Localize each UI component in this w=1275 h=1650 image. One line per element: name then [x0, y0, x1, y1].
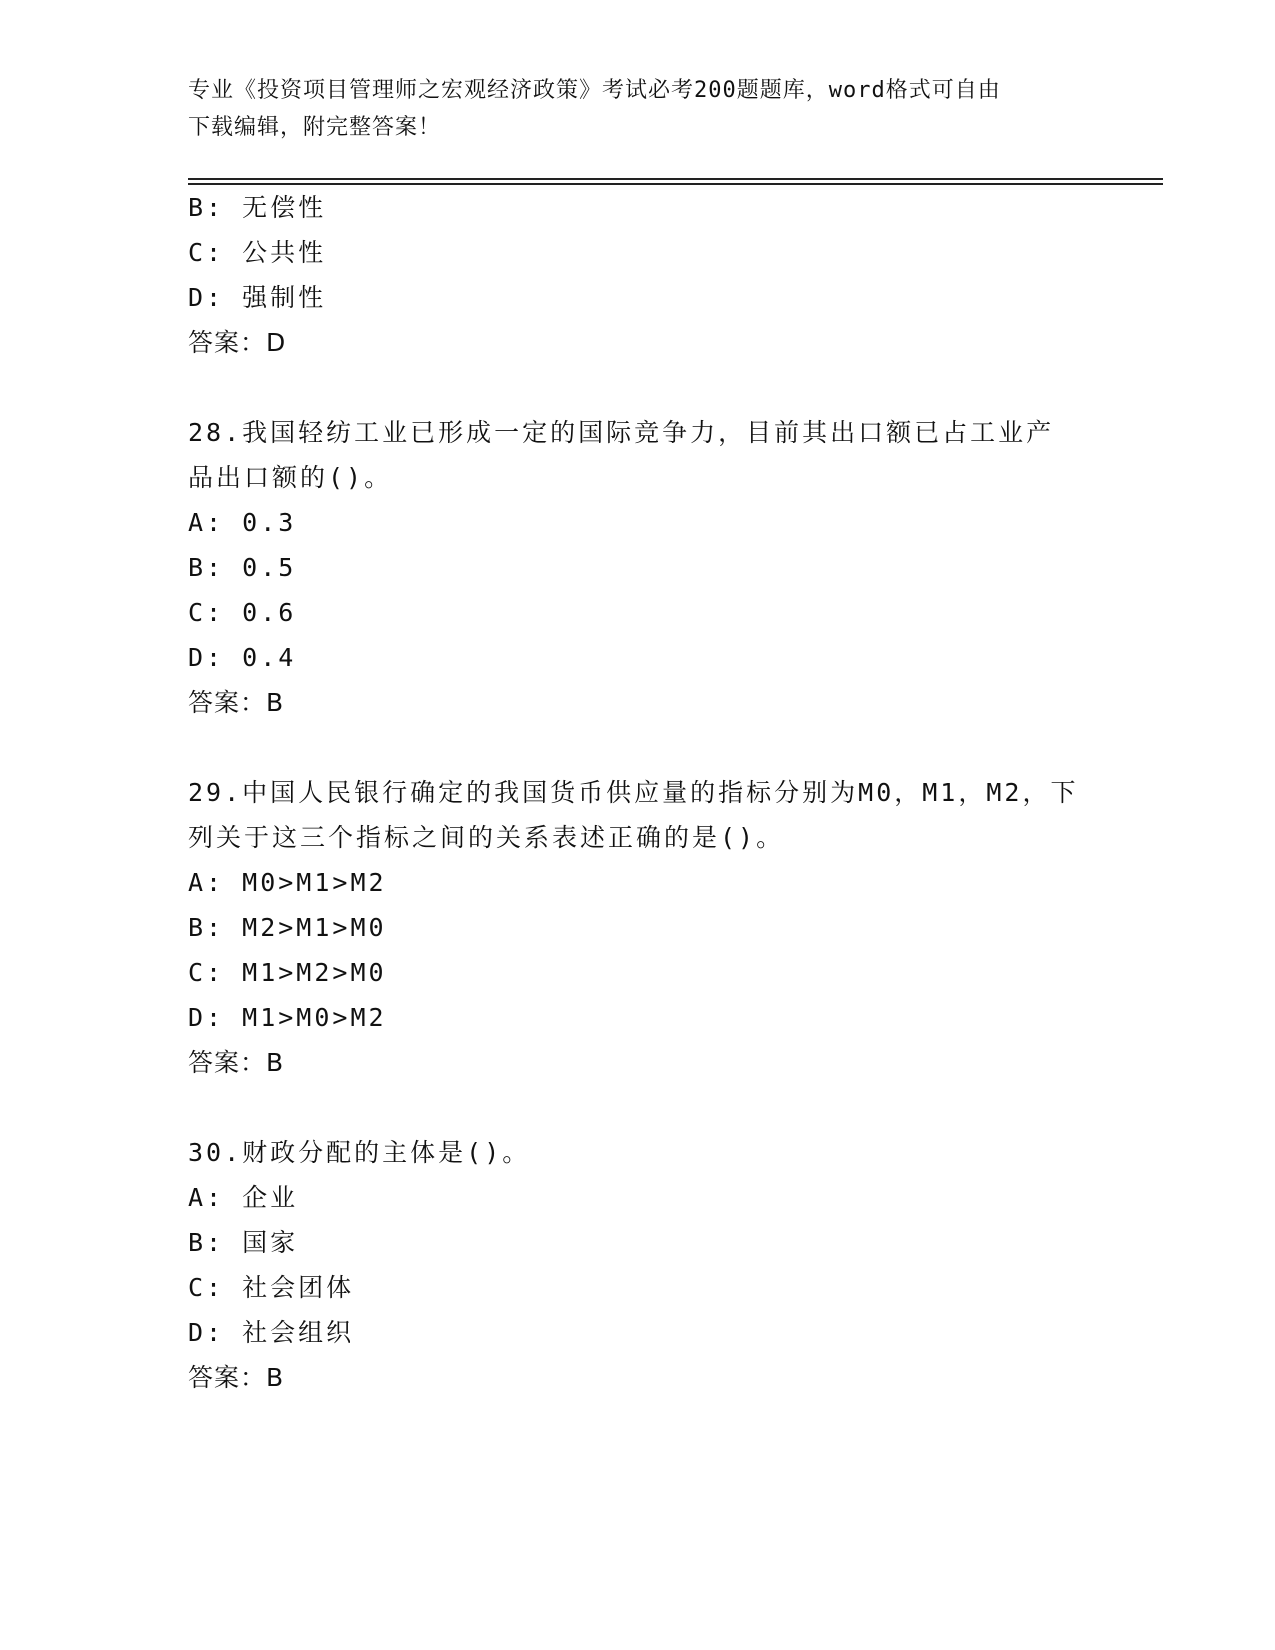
q28-option-d: D: 0.4: [188, 643, 297, 672]
q30-option-c: C: 社会团体: [188, 1273, 355, 1302]
q27-option-c: C: 公共性: [188, 238, 327, 267]
q28-option-b: B: 0.5: [188, 553, 297, 582]
q28-option-a: A: 0.3: [188, 508, 297, 537]
q29-option-b: B: M2>M1>M0: [188, 913, 387, 942]
header-divider-bottom: [188, 183, 1163, 185]
q27-option-b: B: 无偿性: [188, 193, 327, 222]
q29-option-a: A: M0>M1>M2: [188, 868, 387, 897]
header-line-2: 下载编辑，附完整答案！: [188, 115, 442, 140]
q29-answer: 答案：B: [188, 1048, 285, 1077]
header-line-1: 专业《投资项目管理师之宏观经济政策》考试必考200题题库，word格式可自由: [188, 78, 1001, 103]
q28-stem-line-2: 品出口额的()。: [188, 463, 393, 492]
q30-option-d: D: 社会组织: [188, 1318, 355, 1347]
q29-option-d: D: M1>M0>M2: [188, 1003, 387, 1032]
q29-option-c: C: M1>M2>M0: [188, 958, 387, 987]
q27-answer: 答案：D: [188, 328, 287, 357]
page-header: [188, 72, 1088, 146]
header-divider-top: [188, 178, 1163, 180]
q30-option-b: B: 国家: [188, 1228, 299, 1257]
q29-stem-line-2: 列关于这三个指标之间的关系表述正确的是()。: [188, 823, 785, 852]
q30-stem-line-1: 30.财政分配的主体是()。: [188, 1138, 531, 1167]
q28-option-c: C: 0.6: [188, 598, 297, 627]
q28-stem-line-1: 28.我国轻纺工业已形成一定的国际竞争力，目前其出口额已占工业产: [188, 418, 1055, 447]
q29-stem-line-1: 29.中国人民银行确定的我国货币供应量的指标分别为M0，M1，M2，下: [188, 778, 1079, 807]
q30-option-a: A: 企业: [188, 1183, 299, 1212]
q30-answer: 答案：B: [188, 1363, 285, 1392]
q28-answer: 答案：B: [188, 688, 285, 717]
q27-option-d: D: 强制性: [188, 283, 327, 312]
